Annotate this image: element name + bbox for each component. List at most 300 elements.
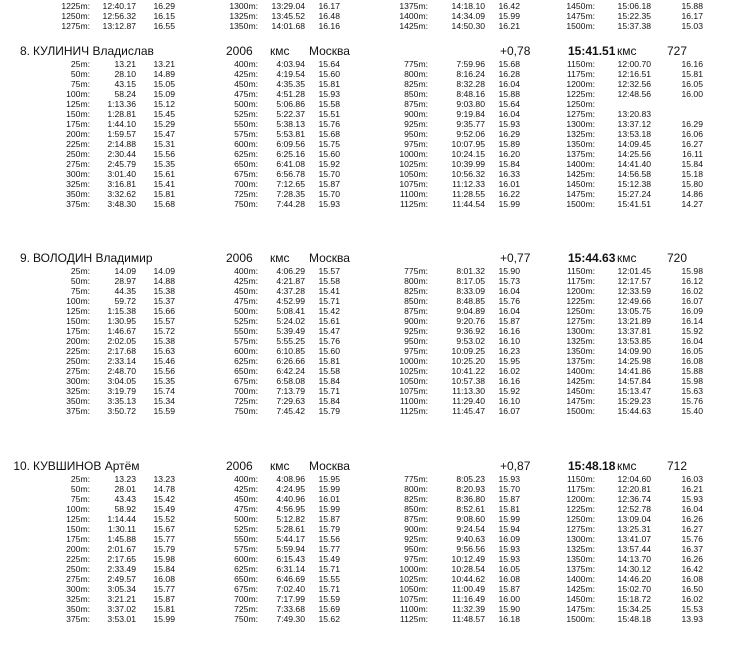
split-time-b: 6:31.14: [276, 564, 305, 574]
split-time-b: 4:52.99: [276, 296, 305, 306]
split-lap-b: 15.64: [318, 59, 340, 69]
split-row: [0, 149, 750, 159]
split-lap-d: 15.80: [681, 179, 703, 189]
split-dist-d: 1375m:: [566, 356, 595, 366]
split-dist-c: 1075m:: [399, 386, 428, 396]
rank: кмс: [270, 44, 290, 58]
split-dist-a: 125m:: [66, 306, 90, 316]
split-lap-c: 16.09: [498, 534, 520, 544]
split-time-a: 28.10: [114, 69, 136, 79]
split-lap-d: 15.88: [681, 366, 703, 376]
split-time-c: 10:12.49: [451, 554, 485, 564]
split-lap-d: 16.06: [681, 129, 703, 139]
split-lap-b: 15.79: [318, 524, 340, 534]
split-row: [0, 79, 750, 89]
split-dist-b: 500m:: [234, 306, 258, 316]
split-time-a: 28.97: [114, 276, 136, 286]
split-time-c: 8:52.61: [456, 504, 485, 514]
split-time-b: 6:42.24: [276, 366, 305, 376]
split-dist-c: 1025m:: [399, 159, 428, 169]
split-row: [0, 484, 750, 494]
place: 10.: [13, 459, 30, 473]
split-lap-d: 16.12: [681, 276, 703, 286]
split-dist-b: 625m:: [234, 149, 258, 159]
split-lap-a: 15.74: [153, 386, 175, 396]
split-lap-a: 15.81: [153, 189, 175, 199]
split-row: [0, 574, 750, 584]
split-lap-b: 15.49: [318, 554, 340, 564]
split-dist-c: 900m:: [404, 109, 428, 119]
split-lap-d: 13.93: [681, 614, 703, 624]
split-time-a: 2:14.88: [107, 139, 136, 149]
split-lap-c: 15.64: [498, 99, 520, 109]
split-dist-b: 425m:: [234, 484, 258, 494]
split-lap-a: 15.84: [153, 564, 175, 574]
split-time-b: 13:29.04: [271, 1, 305, 11]
split-time-d: 13:57.44: [617, 544, 651, 554]
split-lap-d: 16.26: [681, 554, 703, 564]
split-time-b: 4:40.96: [276, 494, 305, 504]
split-dist-c: 1375m:: [399, 1, 428, 11]
split-lap-d: 15.84: [681, 159, 703, 169]
split-dist-c: 775m:: [404, 474, 428, 484]
split-lap-b: 15.57: [318, 266, 340, 276]
split-dist-d: 1325m:: [566, 129, 595, 139]
split-lap-a: 15.29: [153, 119, 175, 129]
split-lap-c: 16.29: [498, 129, 520, 139]
split-lap-c: 16.07: [498, 406, 520, 416]
split-lap-b: 15.60: [318, 149, 340, 159]
split-lap-b: 15.68: [318, 129, 340, 139]
split-time-a: 3:16.81: [107, 179, 136, 189]
split-dist-d: 1200m:: [566, 79, 595, 89]
split-lap-d: 16.37: [681, 544, 703, 554]
split-dist-b: 600m:: [234, 346, 258, 356]
split-lap-c: 15.94: [498, 524, 520, 534]
athlete-name: КУЛИНИЧ Владислав: [33, 44, 154, 58]
split-time-d: 15:02.70: [617, 584, 651, 594]
split-time-d: 13:09.04: [617, 514, 651, 524]
split-time-a: 3:21.21: [107, 594, 136, 604]
split-dist-b: 625m:: [234, 564, 258, 574]
split-lap-a: 15.72: [153, 326, 175, 336]
split-lap-a: 15.79: [153, 544, 175, 554]
split-time-b: 5:53.81: [276, 129, 305, 139]
split-time-d: 12:01.45: [617, 266, 651, 276]
split-time-a: 2:49.57: [107, 574, 136, 584]
split-lap-d: 15.76: [681, 396, 703, 406]
split-dist-d: 1350m:: [566, 554, 595, 564]
split-lap-d: 16.29: [681, 119, 703, 129]
split-dist-d: 1325m:: [566, 544, 595, 554]
split-lap-b: 15.60: [318, 346, 340, 356]
split-time-b: 5:28.61: [276, 524, 305, 534]
split-dist-c: 1075m:: [399, 594, 428, 604]
split-lap-b: 15.87: [318, 179, 340, 189]
split-lap-a: 15.56: [153, 366, 175, 376]
split-lap-b: 16.48: [318, 11, 340, 21]
split-lap-c: 16.33: [498, 169, 520, 179]
split-lap-c: 15.90: [498, 266, 520, 276]
split-time-c: 10:57.38: [451, 376, 485, 386]
split-row: [0, 189, 750, 199]
split-time-b: 5:12.82: [276, 514, 305, 524]
split-time-c: 14:34.09: [451, 11, 485, 21]
split-lap-b: 15.70: [318, 189, 340, 199]
split-lap-a: 15.52: [153, 514, 175, 524]
split-time-d: 12:33.59: [617, 286, 651, 296]
split-time-c: 8:48.16: [456, 89, 485, 99]
split-time-a: 3:48.30: [107, 199, 136, 209]
split-time-d: 13:05.75: [617, 306, 651, 316]
split-dist-b: 650m:: [234, 366, 258, 376]
split-dist-d: 1225m:: [566, 504, 595, 514]
split-dist-c: 800m:: [404, 69, 428, 79]
split-time-b: 7:28.35: [276, 189, 305, 199]
split-time-b: 6:56.78: [276, 169, 305, 179]
split-dist-a: 150m:: [66, 109, 90, 119]
split-lap-d: 15.76: [681, 534, 703, 544]
split-time-c: 9:52.06: [456, 129, 485, 139]
split-lap-d: 16.26: [681, 514, 703, 524]
split-time-a: 2:30.44: [107, 149, 136, 159]
split-dist-c: 975m:: [404, 554, 428, 564]
split-lap-c: 15.99: [498, 199, 520, 209]
split-time-d: 13:37.81: [617, 326, 651, 336]
split-time-b: 5:39.49: [276, 326, 305, 336]
split-lap-c: 15.70: [498, 484, 520, 494]
split-time-a: 3:19.79: [107, 386, 136, 396]
split-dist-a: 225m:: [66, 139, 90, 149]
split-time-d: 12:49.66: [617, 296, 651, 306]
split-time-b: 7:29.63: [276, 396, 305, 406]
split-lap-b: 15.99: [318, 504, 340, 514]
split-time-b: 5:08.41: [276, 306, 305, 316]
split-time-c: 11:28.55: [452, 189, 485, 199]
split-time-d: 13:53.85: [617, 336, 651, 346]
split-time-a: 2:01.67: [107, 544, 136, 554]
split-time-a: 1:30.11: [107, 524, 136, 534]
split-dist-c: 800m:: [404, 484, 428, 494]
split-dist-b: 525m:: [234, 524, 258, 534]
split-lap-a: 14.89: [153, 69, 175, 79]
split-time-d: 12:32.56: [617, 79, 651, 89]
split-lap-b: 15.76: [318, 336, 340, 346]
split-lap-a: 15.47: [153, 129, 175, 139]
split-dist-c: 1025m:: [399, 574, 428, 584]
split-row: [0, 514, 750, 524]
split-time-a: 44.35: [114, 286, 136, 296]
split-time-c: 9:03.80: [456, 99, 485, 109]
split-dist-b: 550m:: [234, 119, 258, 129]
split-dist-b: 500m:: [234, 514, 258, 524]
split-dist-c: 1125m:: [399, 406, 428, 416]
split-time-d: 15:29.23: [617, 396, 651, 406]
split-time-b: 6:09.56: [276, 139, 305, 149]
split-dist-d: 1250m:: [566, 99, 595, 109]
split-time-c: 10:56.32: [451, 169, 485, 179]
place: 9.: [19, 251, 30, 265]
split-dist-d: 1175m:: [566, 484, 595, 494]
split-dist-a: 50m:: [70, 276, 90, 286]
points: 727: [667, 44, 688, 58]
split-dist-a: 50m:: [70, 69, 90, 79]
split-time-d: 12:17.57: [617, 276, 651, 286]
split-lap-c: 15.93: [498, 119, 520, 129]
split-lap-c: 16.04: [498, 306, 520, 316]
split-lap-a: 15.35: [153, 159, 175, 169]
split-dist-b: 675m:: [234, 376, 258, 386]
split-time-b: 6:10.85: [276, 346, 305, 356]
split-time-b: 4:03.94: [276, 59, 305, 69]
split-lap-a: 15.46: [153, 356, 175, 366]
split-time-a: 58.92: [114, 504, 136, 514]
split-lap-a: 15.68: [153, 199, 175, 209]
split-dist-b: 400m:: [234, 266, 258, 276]
split-dist-a: 1225m:: [61, 1, 90, 11]
split-lap-d: 16.42: [681, 564, 703, 574]
split-dist-b: 750m:: [234, 614, 258, 624]
split-lap-a: 15.41: [153, 179, 175, 189]
split-lap-b: 15.70: [318, 169, 340, 179]
split-row: [0, 376, 750, 386]
split-time-a: 28.01: [114, 484, 136, 494]
split-dist-d: 1450m:: [566, 386, 595, 396]
split-dist-d: 1400m:: [566, 574, 595, 584]
split-time-a: 2:33.14: [107, 356, 136, 366]
split-time-b: 6:15.43: [276, 554, 305, 564]
split-lap-a: 15.12: [153, 99, 175, 109]
split-dist-c: 1100m:: [399, 189, 428, 199]
split-lap-b: 15.76: [318, 119, 340, 129]
split-time-c: 10:07.95: [451, 139, 485, 149]
split-time-d: 14:41.86: [617, 366, 651, 376]
split-row: [0, 109, 750, 119]
city: Москва: [309, 44, 350, 58]
split-lap-b: 15.77: [318, 544, 340, 554]
split-lap-c: 16.21: [498, 21, 520, 31]
split-dist-b: 1300m:: [229, 1, 258, 11]
split-dist-a: 25m:: [70, 59, 90, 69]
split-dist-d: 1500m:: [566, 614, 595, 624]
split-dist-c: 1050m:: [399, 584, 428, 594]
split-dist-c: 900m:: [404, 524, 428, 534]
split-dist-d: 1225m:: [566, 89, 595, 99]
split-lap-d: 16.09: [681, 306, 703, 316]
split-dist-b: 1325m:: [229, 11, 258, 21]
split-row: [0, 534, 750, 544]
split-time-d: 14:25.98: [617, 356, 651, 366]
split-row: [0, 119, 750, 129]
split-dist-d: 1450m:: [566, 594, 595, 604]
split-dist-a: 200m:: [66, 129, 90, 139]
split-lap-c: 15.90: [498, 604, 520, 614]
split-dist-a: 100m:: [66, 504, 90, 514]
split-time-a: 14.09: [114, 266, 136, 276]
split-dist-b: 700m:: [234, 386, 258, 396]
split-dist-b: 575m:: [234, 544, 258, 554]
split-lap-b: 15.81: [318, 79, 340, 89]
athlete-header: [0, 250, 750, 266]
split-lap-c: 15.93: [498, 474, 520, 484]
split-time-d: 14:30.12: [617, 564, 651, 574]
split-time-a: 1:15.38: [107, 306, 136, 316]
split-lap-b: 15.56: [318, 534, 340, 544]
split-dist-c: 1400m:: [399, 11, 428, 21]
split-time-a: 3:05.34: [107, 584, 136, 594]
split-dist-a: 100m:: [66, 89, 90, 99]
split-lap-b: 15.75: [318, 139, 340, 149]
split-time-b: 4:56.95: [276, 504, 305, 514]
split-row: [0, 336, 750, 346]
split-lap-a: 15.38: [153, 286, 175, 296]
split-dist-c: 975m:: [404, 139, 428, 149]
split-time-d: 15:06.18: [617, 1, 651, 11]
split-lap-c: 15.99: [498, 514, 520, 524]
split-time-a: 2:17.65: [107, 554, 136, 564]
split-row: [0, 316, 750, 326]
points: 720: [667, 251, 688, 265]
split-dist-c: 950m:: [404, 336, 428, 346]
split-dist-c: 800m:: [404, 276, 428, 286]
split-dist-c: 1125m:: [399, 614, 428, 624]
split-lap-c: 15.87: [498, 316, 520, 326]
split-lap-d: 14.27: [681, 199, 703, 209]
split-dist-a: 250m:: [66, 564, 90, 574]
split-row: [0, 21, 750, 31]
split-time-a: 3:04.05: [107, 376, 136, 386]
split-lap-b: 15.58: [318, 276, 340, 286]
split-row: [0, 386, 750, 396]
split-lap-b: 15.99: [318, 484, 340, 494]
split-lap-d: 16.27: [681, 524, 703, 534]
split-dist-b: 600m:: [234, 139, 258, 149]
split-lap-b: 15.60: [318, 69, 340, 79]
split-dist-d: 1300m:: [566, 534, 595, 544]
split-row: [0, 396, 750, 406]
split-time-c: 8:36.80: [456, 494, 485, 504]
split-lap-a: 15.38: [153, 336, 175, 346]
split-time-c: 9:19.84: [456, 109, 485, 119]
split-time-c: 9:40.63: [456, 534, 485, 544]
split-lap-c: 15.88: [498, 89, 520, 99]
split-lap-d: 16.08: [681, 356, 703, 366]
split-time-d: 12:20.81: [617, 484, 651, 494]
split-time-a: 1:30.95: [107, 316, 136, 326]
split-lap-c: 16.10: [498, 396, 520, 406]
split-dist-a: 250m:: [66, 356, 90, 366]
split-lap-c: 15.87: [498, 584, 520, 594]
split-dist-d: 1425m:: [566, 169, 595, 179]
split-lap-a: 16.08: [153, 574, 175, 584]
split-dist-a: 200m:: [66, 336, 90, 346]
split-row: [0, 406, 750, 416]
split-lap-a: 15.59: [153, 406, 175, 416]
split-row: [0, 89, 750, 99]
split-time-b: 7:33.68: [276, 604, 305, 614]
split-row: [0, 564, 750, 574]
split-time-c: 9:20.76: [456, 316, 485, 326]
split-lap-a: 16.29: [153, 1, 175, 11]
split-dist-c: 1100m:: [399, 396, 428, 406]
split-lap-d: 16.16: [681, 59, 703, 69]
split-dist-c: 875m:: [404, 514, 428, 524]
split-lap-c: 16.18: [498, 614, 520, 624]
split-time-a: 1:14.44: [107, 514, 136, 524]
split-lap-d: 15.03: [681, 21, 703, 31]
split-lap-a: 15.67: [153, 524, 175, 534]
split-dist-a: 325m:: [66, 386, 90, 396]
split-time-b: 4:51.28: [276, 89, 305, 99]
split-dist-a: 175m:: [66, 326, 90, 336]
split-time-b: 5:24.02: [276, 316, 305, 326]
split-time-d: 14:46.20: [617, 574, 651, 584]
split-dist-c: 950m:: [404, 544, 428, 554]
split-lap-c: 15.89: [498, 139, 520, 149]
split-row: [0, 494, 750, 504]
split-lap-b: 15.55: [318, 574, 340, 584]
city: Москва: [309, 459, 350, 473]
athlete-header: [0, 458, 750, 474]
split-dist-a: 375m:: [66, 614, 90, 624]
split-dist-a: 150m:: [66, 316, 90, 326]
split-dist-d: 1500m:: [566, 199, 595, 209]
split-dist-d: 1450m:: [566, 179, 595, 189]
split-row: [0, 346, 750, 356]
split-time-c: 8:20.93: [456, 484, 485, 494]
split-dist-b: 450m:: [234, 286, 258, 296]
split-time-d: 13:20.83: [617, 109, 651, 119]
split-dist-b: 400m:: [234, 474, 258, 484]
split-row: [0, 286, 750, 296]
split-time-a: 2:45.79: [107, 159, 136, 169]
split-time-c: 11:45.47: [452, 406, 485, 416]
split-lap-c: 16.42: [498, 1, 520, 11]
split-dist-d: 1325m:: [566, 336, 595, 346]
split-lap-c: 16.23: [498, 346, 520, 356]
split-dist-b: 450m:: [234, 494, 258, 504]
split-time-d: 13:25.31: [617, 524, 651, 534]
split-time-d: 13:21.89: [617, 316, 651, 326]
split-dist-b: 725m:: [234, 189, 258, 199]
split-lap-d: 15.98: [681, 376, 703, 386]
rank: кмс: [270, 251, 290, 265]
split-lap-d: 16.11: [682, 149, 703, 159]
split-dist-b: 525m:: [234, 316, 258, 326]
split-lap-c: 16.10: [498, 336, 520, 346]
split-time-c: 9:24.54: [456, 524, 485, 534]
split-dist-c: 1425m:: [399, 21, 428, 31]
split-row: [0, 1, 750, 11]
split-time-c: 11:13.30: [452, 386, 485, 396]
split-dist-b: 750m:: [234, 199, 258, 209]
split-time-d: 14:41.40: [617, 159, 651, 169]
split-lap-a: 15.09: [153, 89, 175, 99]
split-time-b: 5:59.94: [276, 544, 305, 554]
split-lap-c: 16.04: [498, 109, 520, 119]
split-dist-b: 425m:: [234, 276, 258, 286]
split-lap-c: 16.05: [498, 564, 520, 574]
split-dist-c: 1050m:: [399, 169, 428, 179]
split-lap-a: 15.31: [153, 139, 175, 149]
split-time-a: 12:40.17: [102, 1, 136, 11]
points: 712: [667, 459, 688, 473]
split-dist-d: 1450m:: [566, 1, 595, 11]
split-lap-a: 15.42: [153, 494, 175, 504]
split-lap-c: 16.08: [498, 574, 520, 584]
split-lap-d: 16.00: [681, 89, 703, 99]
split-dist-d: 1350m:: [566, 346, 595, 356]
